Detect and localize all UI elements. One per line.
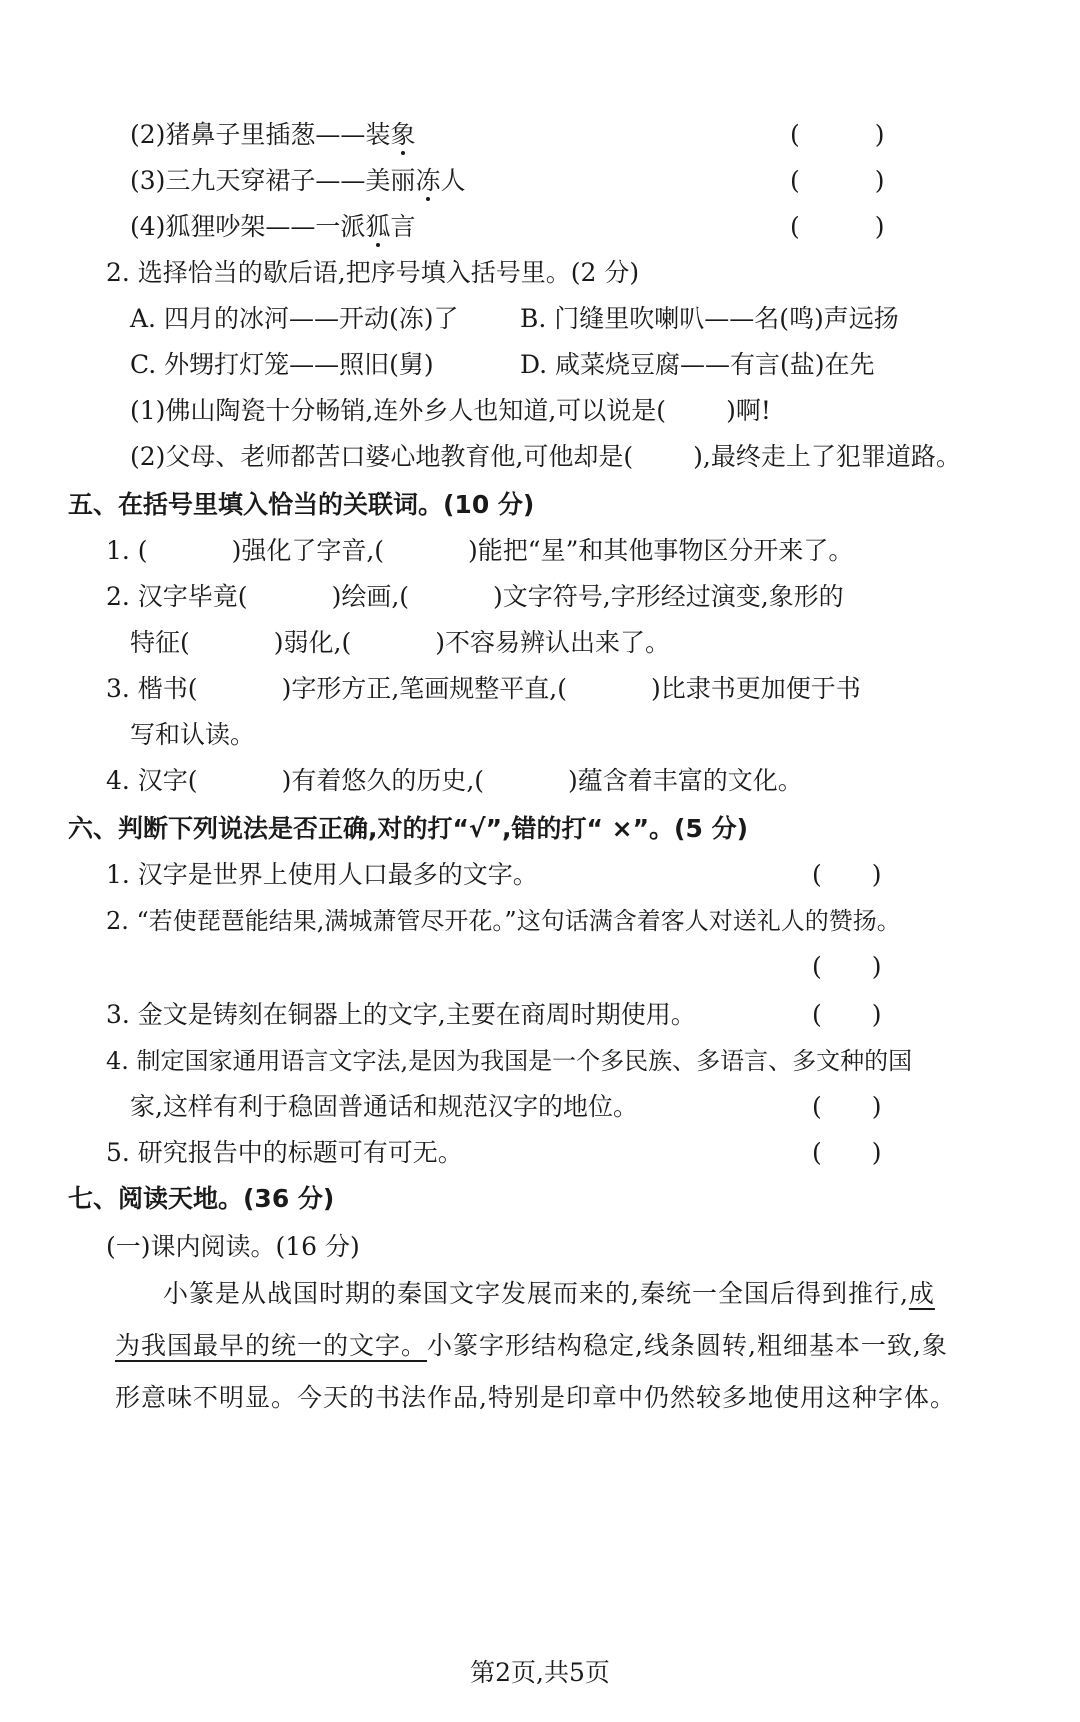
- answer-paren[interactable]: ( ): [790, 212, 885, 241]
- answer-paren[interactable]: ( ): [812, 1092, 882, 1121]
- emphasis-char: 狐: [365, 212, 391, 241]
- q4-2-title: 2. 选择恰当的歇后语,把序号填入括号里。(2 分): [106, 258, 640, 287]
- answer-paren[interactable]: ( ): [812, 1000, 882, 1029]
- answer-paren[interactable]: ( ): [812, 860, 882, 889]
- q4-item-4: (4)狐狸吵架——一派狐言: [130, 212, 416, 241]
- s6-item-5: 5. 研究报告中的标题可有可无。: [106, 1138, 463, 1167]
- s5-item-1: 1. ( )强化了字音,( )能把“星”和其他事物区分开来了。: [106, 536, 854, 565]
- underlined-text: 为我国最早的统一的文字。: [115, 1331, 428, 1360]
- reading-passage: 小篆是从战国时期的秦国文字发展而来的,秦统一全国后得到推行,成 为我国最早的统一的文字。小篆字形结构稳定,线条圆转,粗细基本一致,象 形意味不明显。今天的书法作品,特别是印章中仍然较多地使用这种字体。: [115, 1279, 956, 1412]
- page-number: 第2页,共5页: [470, 1658, 610, 1687]
- s6-item-4: 4. 制定国家通用语言文字法,是因为我国是一个多民族、多语言、多文种的国: [106, 1047, 913, 1075]
- s6-item-2: 2. “若使琵琶能结果,满城萧管尽开花。”这句话满含着客人对送礼人的赞扬。: [106, 907, 901, 935]
- underlined-text: 成: [908, 1279, 935, 1308]
- answer-paren[interactable]: ( ): [812, 1138, 882, 1167]
- option-b: B. 门缝里吹喇叭——名(鸣)声远扬: [520, 304, 899, 333]
- s7-subheading: (一)课内阅读。(16 分): [106, 1232, 360, 1261]
- q4-item-2: (2)猪鼻子里插葱——装象: [130, 120, 416, 149]
- section-7-heading: 七、阅读天地。(36 分): [68, 1184, 335, 1213]
- section-5-heading: 五、在括号里填入恰当的关联词。(10 分): [68, 490, 535, 519]
- option-a: A. 四月的冰河——开动(冻)了: [130, 304, 459, 333]
- s5-item-3: 3. 楷书( )字形方正,笔画规整平直,( )比隶书更加便于书: [106, 674, 861, 703]
- answer-paren[interactable]: ( ): [790, 120, 885, 149]
- answer-paren[interactable]: ( ): [790, 166, 885, 195]
- fill-question-1: (1)佛山陶瓷十分畅销,连外乡人也知道,可以说是( )啊!: [130, 396, 771, 425]
- emphasis-char: 冻: [415, 166, 441, 195]
- q4-item-3: (3)三九天穿裙子——美丽冻人: [130, 166, 466, 195]
- emphasis-char: 象: [390, 120, 416, 149]
- s6-item-1: 1. 汉字是世界上使用人口最多的文字。: [106, 860, 538, 889]
- s5-item-4: 4. 汉字( )有着悠久的历史,( )蕴含着丰富的文化。: [106, 766, 803, 795]
- option-c: C. 外甥打灯笼——照旧(舅): [130, 350, 434, 379]
- s5-item-3-cont: 写和认读。: [130, 720, 256, 749]
- s6-item-4-cont: 家,这样有利于稳固普通话和规范汉字的地位。: [130, 1092, 638, 1121]
- answer-paren[interactable]: ( ): [812, 952, 882, 981]
- s5-item-2-cont: 特征( )弱化,( )不容易辨认出来了。: [130, 628, 670, 657]
- option-d: D. 咸菜烧豆腐——有言(盐)在先: [520, 350, 875, 379]
- fill-question-2: (2)父母、老师都苦口婆心地教育他,可他却是( ),最终走上了犯罪道路。: [130, 442, 961, 471]
- s5-item-2: 2. 汉字毕竟( )绘画,( )文字符号,字形经过演变,象形的: [106, 582, 844, 611]
- s6-item-3: 3. 金文是铸刻在铜器上的文字,主要在商周时期使用。: [106, 1000, 696, 1029]
- section-6-heading: 六、判断下列说法是否正确,对的打“√”,错的打“ ×”。(5 分): [68, 814, 748, 843]
